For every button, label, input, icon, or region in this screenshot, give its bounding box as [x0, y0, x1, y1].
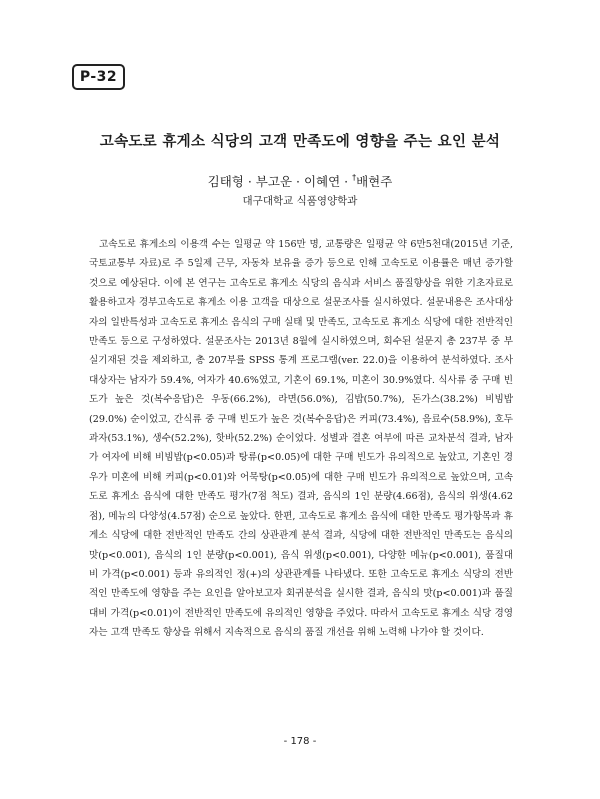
paper-title: 고속도로 휴게소 식당의 고객 만족도에 영향을 주는 요인 분석	[99, 134, 501, 150]
page-number: - 178 -	[283, 736, 317, 747]
author-list	[0, 172, 600, 190]
corresponding-author-name: 배현주	[356, 174, 393, 189]
abstract-body: 고속도로 휴게소의 이용객 수는 일평균 약 156만 명, 교통량은 일평균 약 6만5천대(2015년 기준, 국토교통부 자료)로 주 5일제 근무, 자동차 보유율 증가 등으로 인해 고속도로 이용률은 매년 증가할 것으로 예상된다. 이에 본 연구는 고속도로 휴게소 식당의 음식과 서비스 품질향상을 위한 기초자료로 활용하고자 경부고속도로 휴게소 이용 고객을 대상으로 설문조사를 실시하였다. 설문내용은 조사대상자의 일반특성과 고속도로 휴게소 음식의 구매 실태 및 만족도, 고속도로 휴게소 식당에 대한 전반적인 만족도 등으로 구성하였다. 설문조사는 2013년 8월에 실시하였으며, 회수된 설문지 총 237부 중 부실기재된 것을 제외하고, 총 207부를 SPSS 통계 프로그램(ver. 22.0)을 이용하여 분석하였다. 조사대상자는 남자가 59.4%, 여자가 40.6%였고, 기혼이 69.1%, 미혼이 30.9%였다. 식사류 중 구매 빈도가 높은 것(복수응답)은 우동(66.2%), 라면(56.0%), 김밥(50.7%), 돈가스(38.2%) 비빔밥(29.0%) 순이었고, 간식류 중 구매 빈도가 높은 것(복수응답)은 커피(73.4%), 음료수(58.9%), 호두과자(53.1%), 생수(52.2%), 핫바(52.2%) 순이었다. 성별과 결혼 여부에 따른 교차분석 결과, 남자가 여자에 비해 비빔밥(p<0.05)과 탕류(p<0.05)에 대한 구매 빈도가 유의적으로 높았고, 기혼인 경우가 미혼에 비해 커피(p<0.01)와 어묵탕(p<0.05)에 대한 구매 빈도가 유의적으로 높았으며, 고속도로 휴게소 음식에 대한 만족도 평가(7점 척도) 결과, 음식의 1인 분량(4.66점), 음식의 위생(4.62점), 메뉴의 다양성(4.57점) 순으로 높았다. 한편, 고속도로 휴게소 음식에 대한 만족도 평가항목과 휴게소 식당에 대한 전반적인 만족도 간의 상관관계 분석 결과, 식당에 대한 전반적인 만족도는 음식의 맛(p<0.001), 음식의 1인 분량(p<0.001), 음식 위생(p<0.001), 다양한 메뉴(p<0.001), 품질대비 가격(p<0.001) 등과 유의적인 정(+)의 상관관계를 나타냈다. 또한 고속도로 휴게소 식당의 전반적인 만족도에 영향을 주는 요인을 알아보고자 회귀분석을 실시한 결과, 음식의 맛(p<0.001)과 품질대비 가격(p<0.01)이 전반적인 만족도에 유의적인 영향을 주었다. 따라서 고속도로 휴게소 식당 경영자는 고객 만족도 향상을 위해서 지속적으로 음식의 품질 개선을 위해 노력해 나가야 할 것이다.	[89, 239, 513, 639]
affiliation: 대구대학교 식품영양학과	[242, 195, 358, 207]
corresponding-author-marker: †	[352, 173, 357, 182]
poster-number-badge: P-32	[72, 64, 125, 90]
author-names: 김태형 · 부고운 · 이혜연 ·	[207, 174, 353, 189]
